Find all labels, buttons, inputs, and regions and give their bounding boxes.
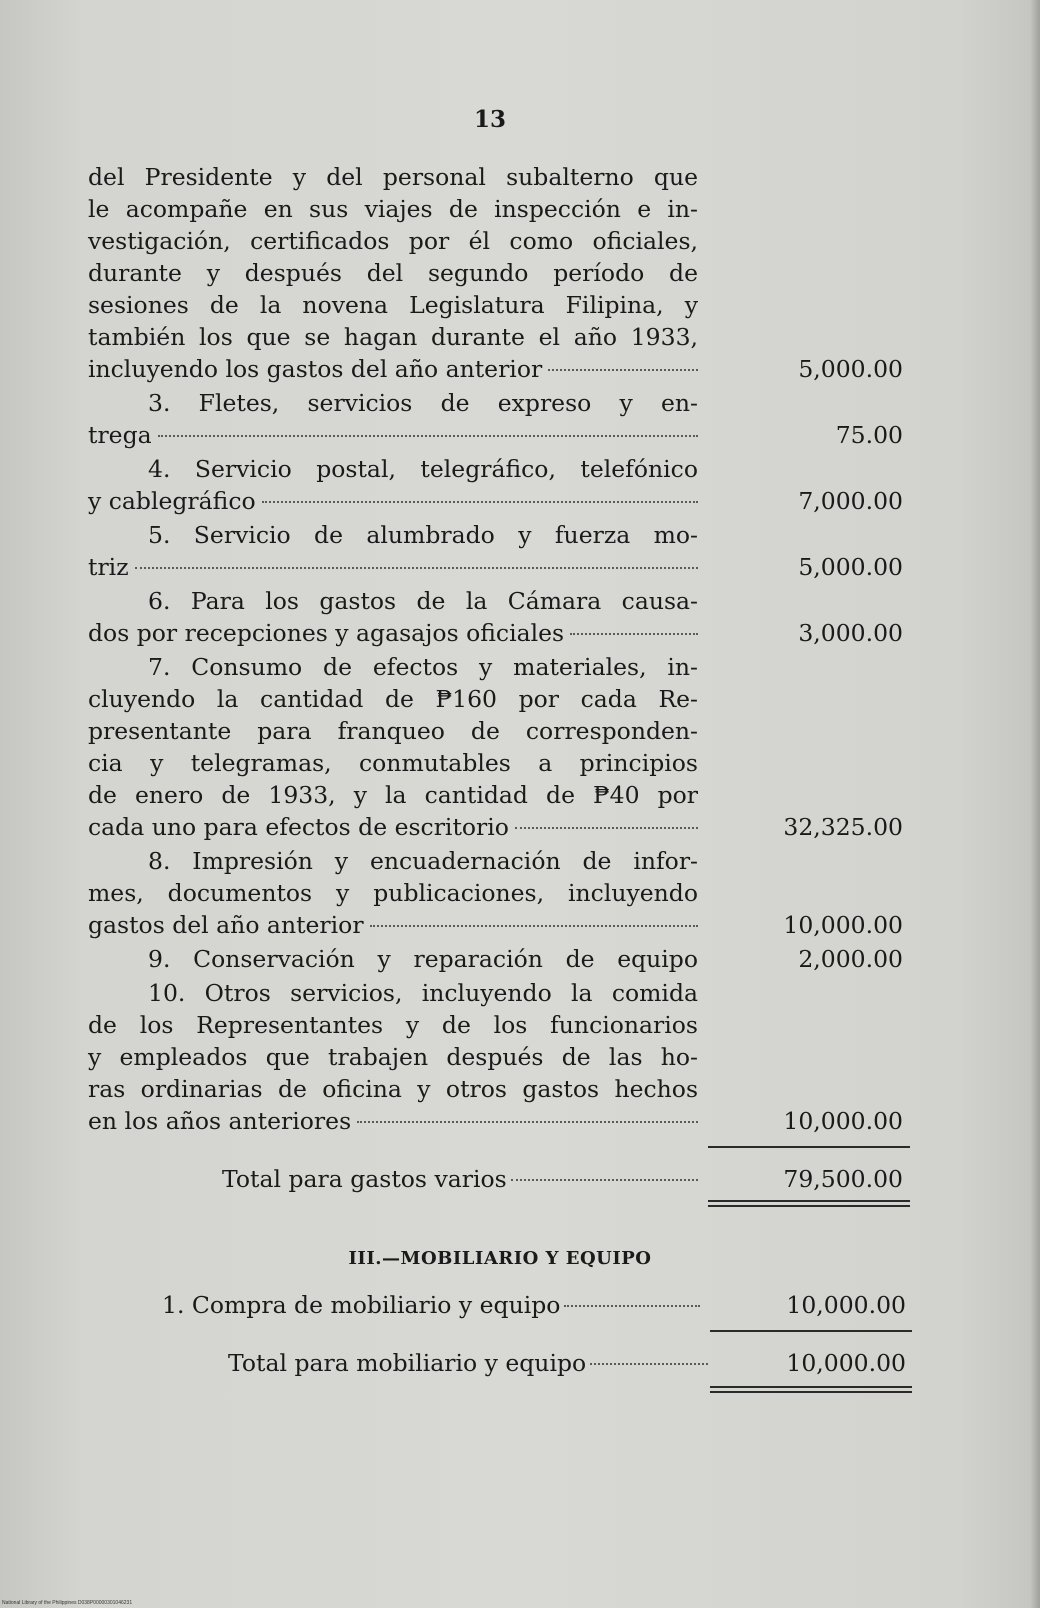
total-line: [222, 1164, 698, 1194]
amount: 75.00: [835, 421, 903, 449]
double-rule: [708, 1200, 910, 1207]
total-label: Total para gastos varios: [222, 1165, 507, 1193]
dot-leader: [564, 1305, 700, 1307]
double-rule: [710, 1386, 912, 1393]
amount: 10,000.00: [783, 1107, 903, 1135]
dot-leader: [262, 501, 698, 503]
item-line-leader: [88, 812, 698, 842]
line-text: en los años anteriores: [88, 1107, 352, 1135]
page-number: 13: [473, 106, 506, 133]
page-edge-shadow: [1030, 0, 1040, 1608]
amount: 2,000.00: [798, 945, 903, 973]
item-line-leader: [88, 420, 698, 450]
item-line: cia y telegramas, conmutables a principios: [88, 749, 698, 777]
amount: 10,000.00: [786, 1291, 906, 1319]
item-line-leader: [162, 1290, 700, 1320]
amount: 3,000.00: [798, 619, 903, 647]
line-text: 1. Compra de mobiliario y equipo: [162, 1291, 561, 1319]
item-line: 3. Fletes, servicios de expreso y en-: [148, 389, 698, 417]
item-line-leader: [88, 1106, 698, 1136]
item-line-leader: [88, 910, 698, 940]
line-text: incluyendo los gastos del año anterior: [88, 355, 543, 383]
sum-rule: [708, 1146, 910, 1148]
item-line: cluyendo la cantidad de ₱160 por cada Re-: [88, 685, 698, 713]
item-line: 4. Servicio postal, telegráfico, telefónico: [148, 455, 698, 483]
item-line: 6. Para los gastos de la Cámara causa-: [148, 587, 698, 615]
amount: 5,000.00: [798, 553, 903, 581]
text-line: del Presidente y del personal subalterno que: [88, 163, 698, 191]
item-line: ras ordinarias de oficina y otros gastos hechos: [88, 1075, 698, 1103]
amount: 7,000.00: [798, 487, 903, 515]
item-line: 5. Servicio de alumbrado y fuerza mo-: [148, 521, 698, 549]
line-text: cada uno para efectos de escritorio: [88, 813, 509, 841]
text-line: durante y después del segundo período de: [88, 259, 698, 287]
text-line: también los que se hagan durante el año 1933,: [88, 323, 698, 351]
dot-leader: [135, 567, 698, 569]
item-line: y empleados que trabajen después de las ho-: [88, 1043, 698, 1071]
total-line: [228, 1348, 708, 1378]
item-line: de enero de 1933, y la cantidad de ₱40 por: [88, 781, 698, 809]
item-line-leader: [88, 486, 698, 516]
dot-leader: [158, 435, 698, 437]
line-text: gastos del año anterior: [88, 911, 364, 939]
dot-leader: [370, 925, 698, 927]
item-line: mes, documentos y publicaciones, incluyendo: [88, 879, 698, 907]
amount: 32,325.00: [783, 813, 903, 841]
item-line-leader: [88, 618, 698, 648]
amount: 10,000.00: [783, 911, 903, 939]
total-amount: 79,500.00: [783, 1165, 903, 1193]
line-text: triz: [88, 553, 129, 581]
dot-leader: [548, 369, 698, 371]
item-line: presentante para franqueo de corresponden-: [88, 717, 698, 745]
total-amount: 10,000.00: [786, 1349, 906, 1377]
dot-leader: [515, 827, 698, 829]
item-line: 10. Otros servicios, incluyendo la comida: [148, 979, 698, 1007]
line-text: trega: [88, 421, 152, 449]
item-line: 7. Consumo de efectos y materiales, in-: [148, 653, 698, 681]
section-heading: III.—MOBILIARIO Y EQUIPO: [348, 1248, 652, 1269]
dot-leader: [357, 1121, 698, 1123]
total-label: Total para mobiliario y equipo: [228, 1349, 587, 1377]
line-text: dos por recepciones y agasajos oficiales: [88, 619, 565, 647]
text-line-leader: [88, 354, 698, 384]
item-line: 8. Impresión y encuadernación de infor-: [148, 847, 698, 875]
amount: 5,000.00: [798, 355, 903, 383]
archive-credit: National Library of the Philippines D038P00000301046231: [2, 1600, 133, 1606]
item-line-leader: [88, 552, 698, 582]
line-text: y cablegráfico: [88, 487, 256, 515]
text-line: sesiones de la novena Legislatura Filipina, y: [88, 291, 698, 319]
item-line: 9. Conservación y reparación de equipo: [148, 945, 698, 973]
sum-rule: [710, 1330, 912, 1332]
dot-leader: [590, 1363, 708, 1365]
dot-leader: [511, 1179, 698, 1181]
text-line: le acompañe en sus viajes de inspección e in-: [88, 195, 698, 223]
text-line: vestigación, certificados por él como oficiales,: [88, 227, 698, 255]
dot-leader: [570, 633, 698, 635]
item-line: de los Representantes y de los funcionarios: [88, 1011, 698, 1039]
